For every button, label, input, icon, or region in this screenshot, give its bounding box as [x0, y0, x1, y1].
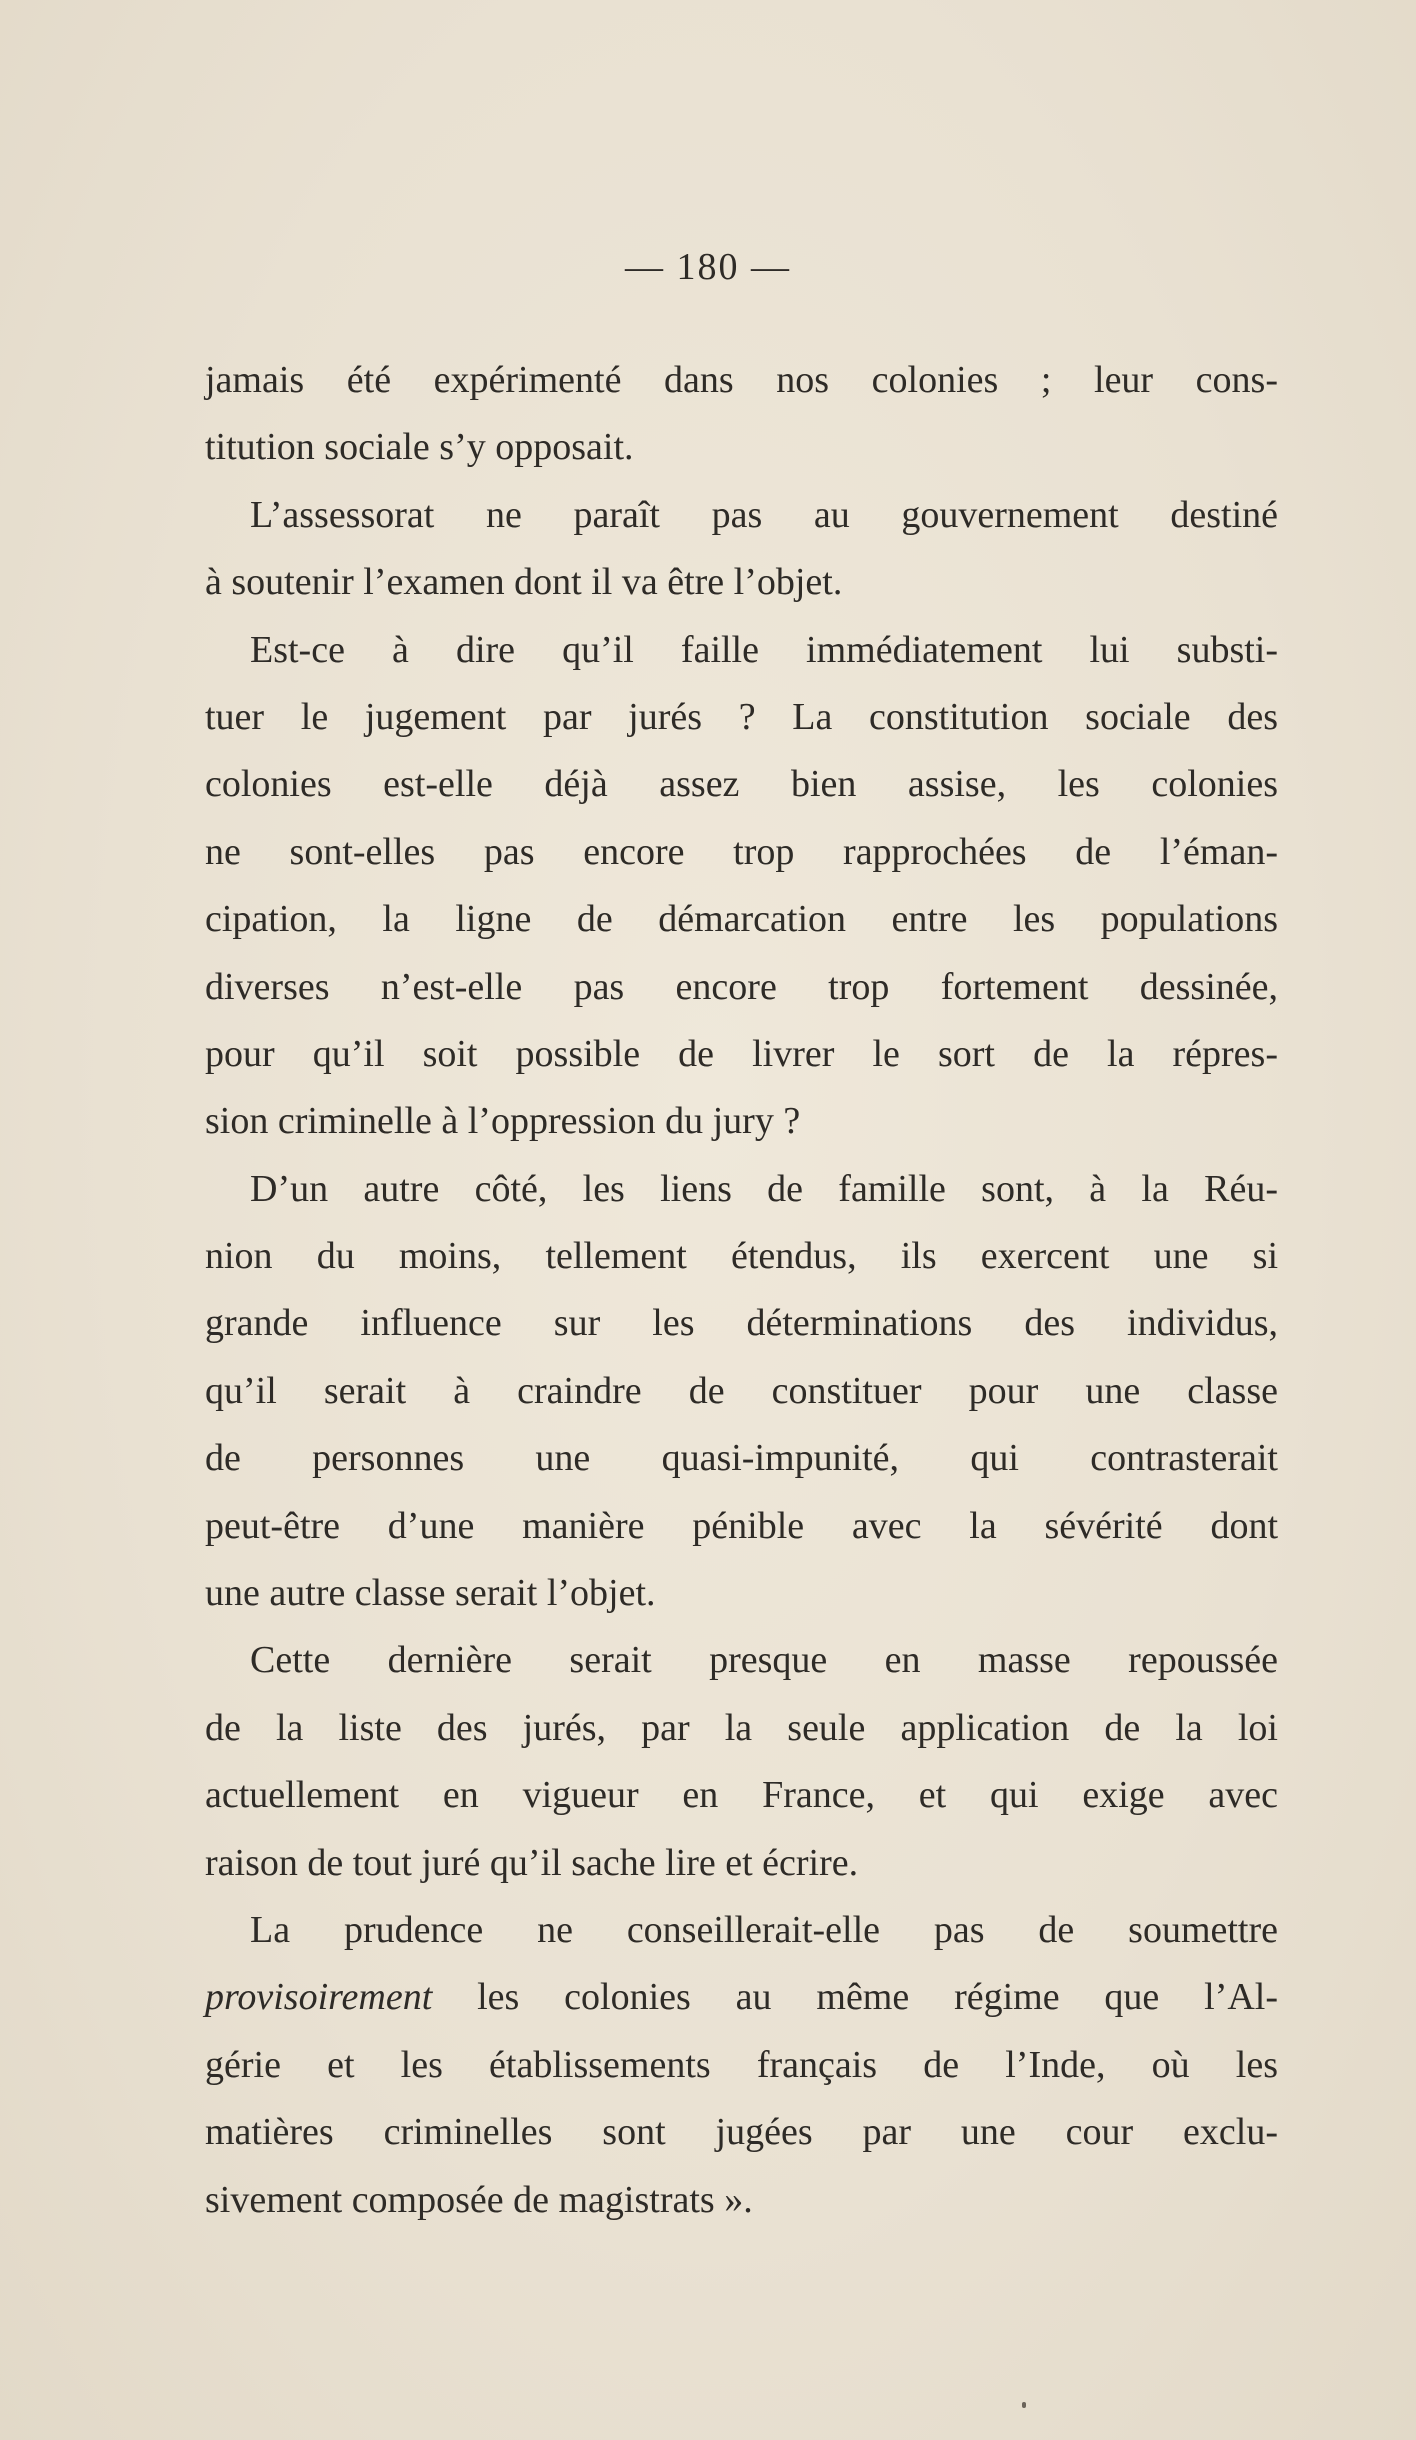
text-line: sion criminelle à l’oppression du jury ? — [205, 1100, 801, 1143]
text-line: titution sociale s’y opposait. — [205, 426, 634, 469]
text-line: matières criminelles sont jugées par une cour exclu- — [205, 2111, 1278, 2154]
text-line: ne sont-elles pas encore trop rapprochées de l’éman- — [205, 830, 1278, 873]
text-line: jamais été expérimenté dans nos colonies ; leur cons- — [205, 359, 1278, 401]
text-line: L’assessorat ne paraît pas au gouvernement destiné — [250, 493, 1278, 536]
text-line: D’un autre côté, les liens de famille sont, à la Réu- — [250, 1167, 1278, 1210]
text-line: de la liste des jurés, par la seule application de la loi — [205, 1706, 1278, 1749]
text-line: pour qu’il soit possible de livrer le sort de la répres- — [205, 1032, 1278, 1075]
text-line: La prudence ne conseillerait-elle pas de soumettre — [250, 1908, 1278, 1951]
text-line: de personnes une quasi-impunité, qui contrasterait — [205, 1437, 1278, 1480]
text-line: colonies est-elle déjà assez bien assise, les colonies — [205, 763, 1278, 806]
text-line: nion du moins, tellement étendus, ils exercent une si — [205, 1235, 1278, 1278]
text-line: qu’il serait à craindre de constituer pour une classe — [205, 1369, 1278, 1412]
text-line: gérie et les établissements français de l’Inde, où les — [205, 2043, 1278, 2086]
text-line: Est-ce à dire qu’il faille immédiatement lui substi- — [250, 628, 1278, 671]
text-line: diverses n’est-elle pas encore trop fortement dessinée, — [205, 965, 1278, 1008]
ink-speck — [1022, 2402, 1026, 2408]
text-line-rest: les colonies au même régime que l’Al- — [477, 1976, 1279, 2019]
page-number: — 180 — — [625, 246, 791, 288]
emphasized-word: provisoirement — [205, 1976, 433, 2019]
text-line: sivement composée de magistrats ». — [205, 2178, 753, 2221]
text-line: peut-être d’une manière pénible avec la sévérité dont — [205, 1504, 1278, 1547]
text-line: une autre classe serait l’objet. — [205, 1572, 656, 1615]
text-line — [205, 1964, 1278, 2031]
text-line: Cette dernière serait presque en masse repoussée — [250, 1639, 1278, 1682]
text-line: à soutenir l’examen dont il va être l’objet. — [205, 561, 843, 604]
text-line: cipation, la ligne de démarcation entre les populations — [205, 898, 1278, 941]
text-line: actuellement en vigueur en France, et qui exige avec — [205, 1774, 1278, 1817]
text-line: grande influence sur les déterminations des individus, — [205, 1302, 1278, 1345]
text-line: raison de tout juré qu’il sache lire et écrire. — [205, 1841, 859, 1884]
text-line: tuer le jugement par jurés ? La constitution sociale des — [205, 695, 1278, 738]
body-text — [205, 347, 1278, 2234]
